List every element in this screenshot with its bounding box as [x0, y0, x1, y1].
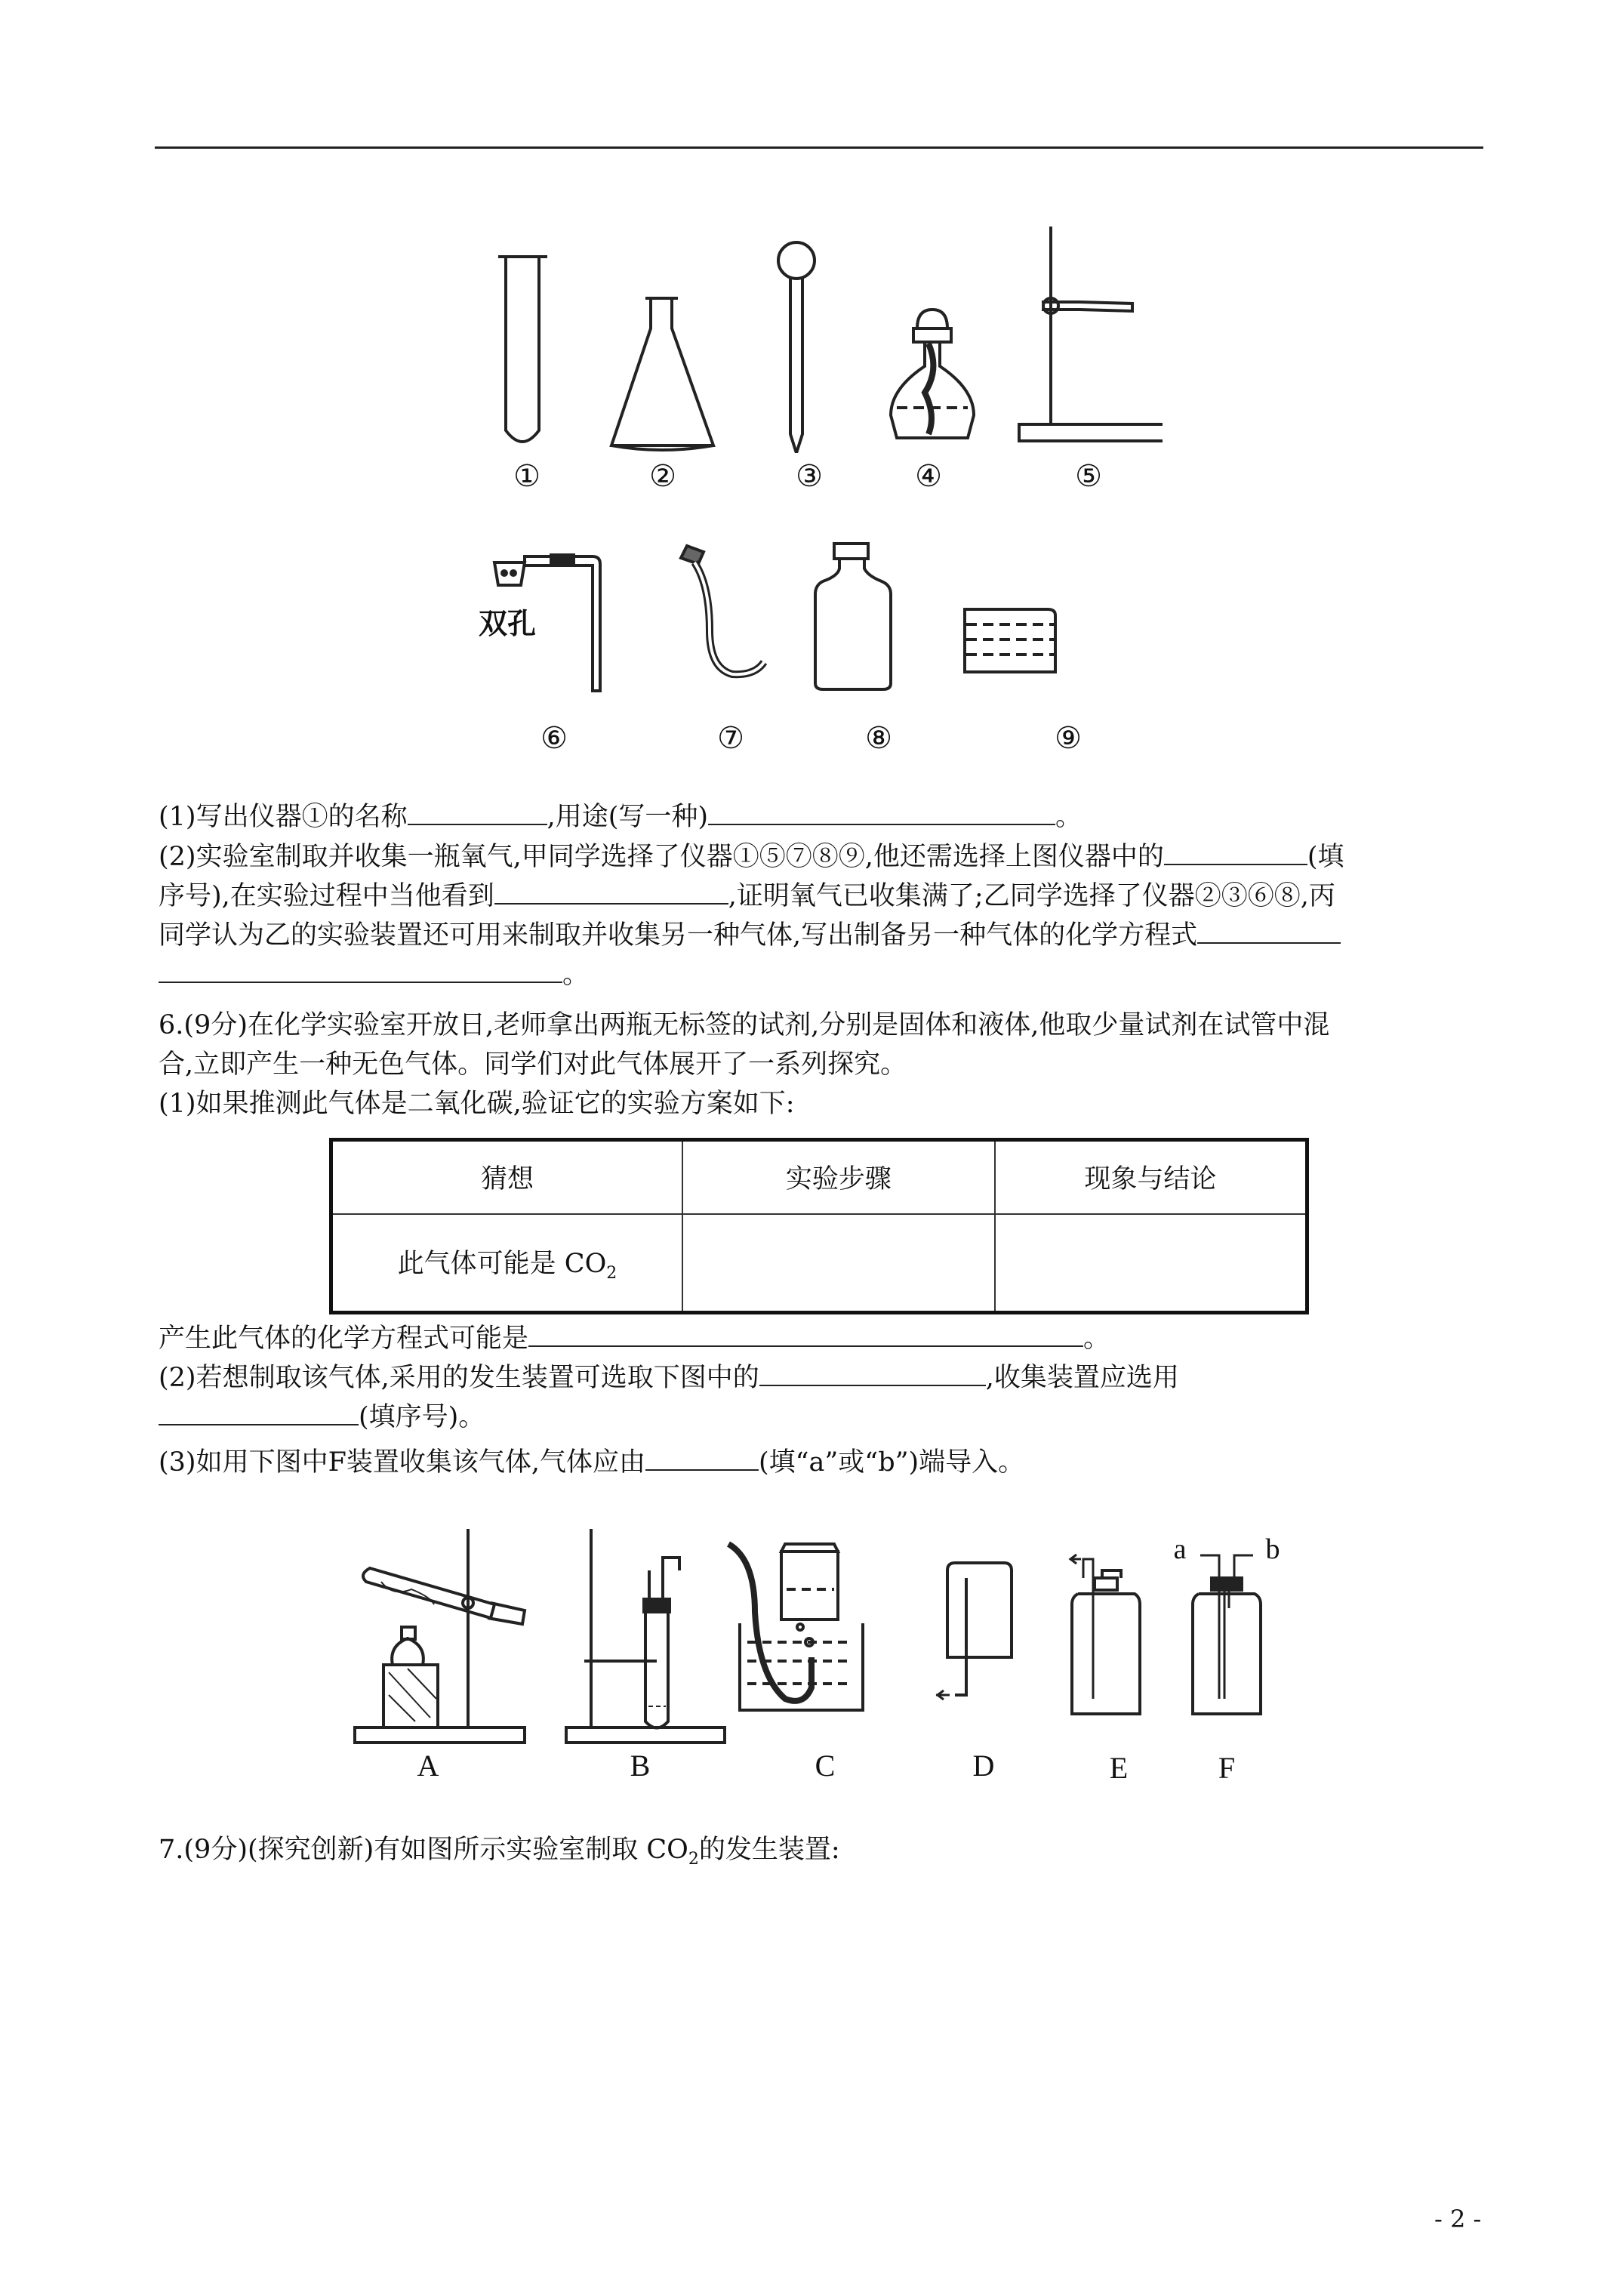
table-header-result: 现象与结论	[995, 1140, 1307, 1214]
apparatus-a-label: A	[417, 1749, 439, 1783]
q5-line2: (2)实验室制取并收集一瓶氧气,甲同学选择了仪器①⑤⑦⑧⑨,他还需选择上图仪器中的 (填	[159, 838, 1487, 876]
apparatus-label-2: ②	[649, 459, 676, 494]
q5-line5: 。	[159, 956, 1487, 994]
blank-inlet[interactable]	[645, 1444, 759, 1471]
apparatus-figure-row1	[483, 219, 1163, 453]
q6-line1: 6.(9分)在化学实验室开放日,老师拿出两瓶无标签的试剂,分别是固体和液体,他取少量试剂在试管中混	[159, 1010, 1330, 1040]
apparatus-a-heating-setup	[355, 1529, 525, 1743]
table-cell-result[interactable]	[995, 1214, 1307, 1313]
apparatus-label-6: ⑥	[540, 721, 568, 756]
apparatus-f-gas-bottle	[1193, 1555, 1261, 1714]
apparatus-label-8: ⑧	[865, 721, 892, 756]
q6-line5: (2)若想制取该气体,采用的发生装置可选取下图中的 ,收集装置应选用	[159, 1359, 1487, 1397]
blank-apparatus-name[interactable]	[408, 798, 547, 825]
blank-generator[interactable]	[759, 1359, 986, 1386]
blank-observation[interactable]	[494, 877, 728, 905]
table-header-steps: 实验步骤	[682, 1140, 995, 1214]
table-header-hypothesis: 猜想	[331, 1140, 682, 1214]
experiment-table	[329, 1138, 1309, 1314]
apparatus-label-4: ④	[915, 459, 942, 494]
q6-line3: (1)如果推测此气体是二氧化碳,验证它的实验方案如下:	[159, 1089, 795, 1119]
q5-line3: 序号),在实验过程中当他看到 ,证明氧气已收集满了;乙同学选择了仪器②③⑥⑧,丙	[159, 877, 1487, 915]
apparatus-label-5: ⑤	[1075, 459, 1102, 494]
apparatus-figure-row2	[483, 540, 1163, 706]
blank-extra-apparatus[interactable]	[1164, 838, 1307, 865]
page-number: - 2 -	[1434, 2205, 1482, 2233]
blank-apparatus-use[interactable]	[708, 798, 1055, 825]
apparatus-b-test-tube-setup	[566, 1529, 725, 1743]
conical-flask-icon	[611, 298, 713, 450]
stopper-label: 双孔	[479, 607, 537, 640]
apparatus-label-1: ①	[513, 459, 540, 494]
iron-stand-icon	[1019, 227, 1163, 441]
apparatus-f-label: F	[1218, 1751, 1236, 1785]
delivery-tube-icon	[681, 546, 764, 674]
gas-apparatus-figure	[347, 1514, 1283, 1755]
port-b-label: b	[1265, 1533, 1280, 1565]
blank-gas-equation[interactable]	[528, 1320, 1083, 1347]
q5-line4: 同学认为乙的实验装置还可用来制取并收集另一种气体,写出制备另一种气体的化学方程式	[159, 917, 1487, 954]
blank-equation-start[interactable]	[1197, 917, 1341, 944]
header-rule	[155, 146, 1483, 149]
apparatus-d-downward-collection	[936, 1563, 1012, 1700]
table-cell-steps[interactable]	[682, 1214, 995, 1313]
test-tube-icon	[498, 257, 547, 442]
apparatus-d-label: D	[972, 1749, 995, 1783]
apparatus-e-gas-bottle	[1070, 1555, 1140, 1714]
apparatus-label-9: ⑨	[1055, 721, 1082, 756]
q6-line2: 合,立即产生一种无色气体。同学们对此气体展开了一系列探究。	[159, 1049, 907, 1080]
gas-bottle-icon	[815, 544, 891, 689]
water-trough-icon	[965, 609, 1055, 672]
q5-line1: (1)写出仪器①的名称 ,用途(写一种) 。	[159, 798, 1487, 836]
apparatus-e-label: E	[1109, 1751, 1129, 1785]
q6-line6: (填序号)。	[159, 1398, 1487, 1436]
apparatus-c-label: C	[815, 1749, 836, 1783]
q7-line1: 7.(9分)(探究创新)有如图所示实验室制取 $CO_2$的发生装置:	[159, 1835, 840, 1869]
blank-equation-end[interactable]	[159, 956, 562, 983]
dropper-icon	[778, 242, 815, 453]
apparatus-label-7: ⑦	[717, 721, 744, 756]
alcohol-lamp-icon	[891, 310, 974, 438]
apparatus-label-3: ③	[796, 459, 823, 494]
q6-line7: (3)如用下图中F装置收集该气体,气体应由 (填“a”或“b”)端导入。	[159, 1444, 1487, 1481]
table-cell-hypothesis: 此气体可能是 $CO_2$	[331, 1214, 682, 1313]
apparatus-c-water-displacement	[728, 1544, 863, 1710]
port-a-label: a	[1173, 1533, 1187, 1565]
blank-collector[interactable]	[159, 1398, 359, 1425]
apparatus-b-label: B	[630, 1749, 651, 1783]
q6-line4: 产生此气体的化学方程式可能是 。	[159, 1320, 1487, 1358]
